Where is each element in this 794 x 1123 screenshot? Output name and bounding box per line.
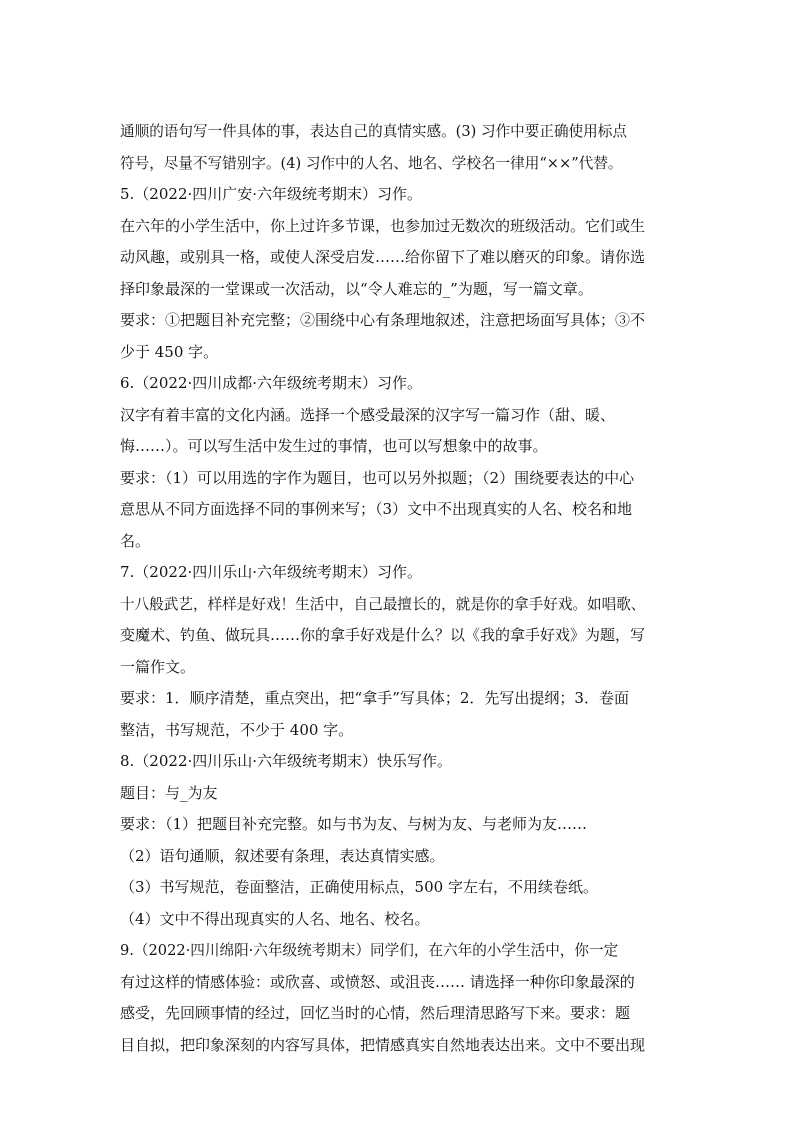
question-heading: 8.（2022·四川乐山·六年级统考期末）快乐写作。 [120,752,453,770]
text-line: 整洁，书写规范，不少于 400 字。 [120,720,354,739]
document-page [120,116,676,1061]
question-heading: 9.（2022·四川绵阳·六年级统考期末）同学们，在六年的小学生活中，你一定 [120,942,619,959]
text-line: 在六年的小学生活中，你上过许多节课，也参加过无数次的班级活动。它们或生 [120,216,646,235]
text-line: 有过这样的情感体验：或欣喜、或愤怒、或沮丧…… 请选择一种你印象最深的 [120,972,635,991]
text-line: 择印象最深的一堂课或一次活动，以“令人难忘的_”为题，写一篇文章。 [120,279,593,298]
text-line: 符号，尽量不写错别字。(4) 习作中的人名、地名、学校名一律用“××”代替。 [120,154,623,172]
requirement-line: 要求：1．顺序清楚，重点突出，把“拿手”写具体；2．先写出提纲；3．卷面 [120,689,629,707]
text-line: 十八般武艺，样样是好戏！生活中，自己最擅长的，就是你的拿手好戏。如唱歌、 [120,595,646,613]
text-line: 少于 450 字。 [120,342,219,361]
text-line: 汉字有着丰富的文化内涵。选择一个感受最深的汉字写一篇习作（甜、暖、 [120,405,616,424]
text-line: 感受，先回顾事情的经过，回忆当时的心情，然后理清思路写下来。要求：题 [120,1004,631,1022]
title-line: 题目：与_为友 [120,783,218,802]
text-line: 名。 [120,531,151,550]
requirement-item: （3）书写规范，卷面整洁，正确使用标点，500 字左右，不用续卷纸。 [120,878,598,896]
question-heading: 6.（2022·四川成都·六年级统考期末）习作。 [120,374,423,392]
question-heading: 5.（2022·四川广安·六年级统考期末）习作。 [120,185,423,203]
requirement-line: 要求：（1）可以用选的字作为题目，也可以另外拟题；（2）围绕要表达的中心 [120,468,635,487]
text-line: 动风趣，或别具一格，或使人深受启发……给你留下了难以磨灭的印象。请你选 [120,248,646,266]
requirement-line: 要求：①把题目补充完整；②围绕中心有条理地叙述，注意把场面写具体；③不 [120,311,646,329]
text-line: 意思从不同方面选择不同的事例来写；（3）文中不出现真实的人名、校名和地 [120,500,633,518]
text-line: 变魔术、钓鱼、做玩具……你的拿手好戏是什么？以《我的拿手好戏》为题，写 [120,626,646,644]
question-heading: 7.（2022·四川乐山·六年级统考期末）习作。 [120,563,423,581]
requirement-line: 要求：（1）把题目补充完整。如与书为友、与树为友、与老师为友…… [120,815,588,833]
text-line: 一篇作文。 [120,657,196,676]
requirement-item: （4）文中不得出现真实的人名、地名、校名。 [120,909,430,928]
text-line: 目自拟，把印象深刻的内容写具体，把情感真实自然地表达出来。文中不要出现 [120,1035,646,1054]
text-line: 通顺的语句写一件具体的事，表达自己的真情实感。(3) 习作中要正确使用标点 [120,123,627,140]
requirement-item: （2）语句通顺，叙述要有条理，表达真情实感。 [120,846,445,865]
text-line: 悔……）。可以写生活中发生过的事情，也可以写想象中的故事。 [120,437,548,455]
